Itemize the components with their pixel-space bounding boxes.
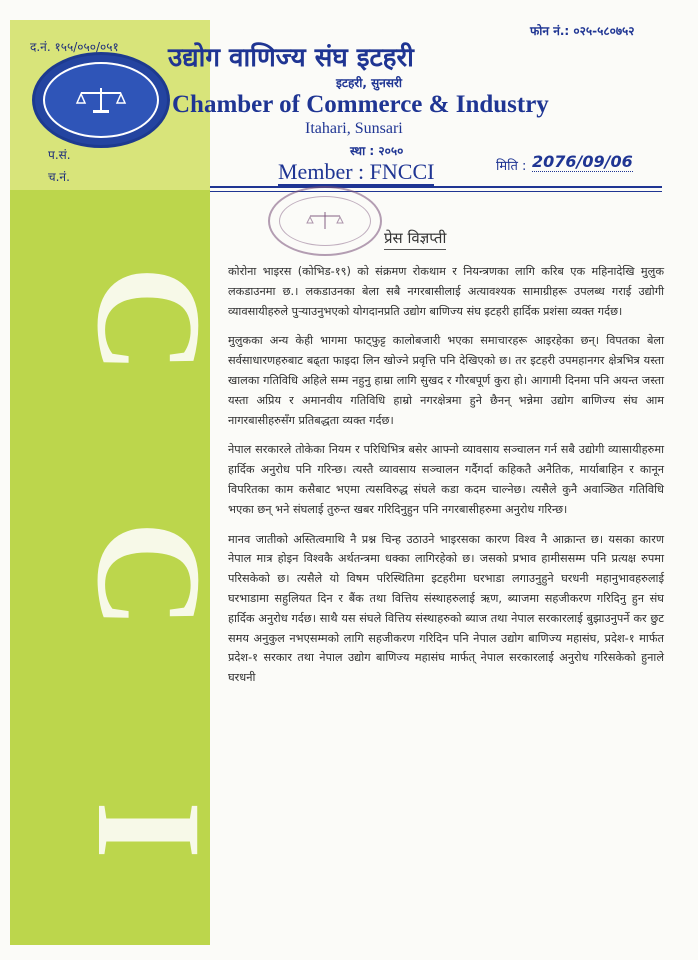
balance-scale-icon <box>75 85 127 115</box>
date-value: 2076/09/06 <box>532 152 633 171</box>
ps-label: प.सं. <box>48 148 71 162</box>
scale-emblem-icon <box>43 62 159 138</box>
established-year: स्था : २०५० <box>350 144 404 158</box>
org-title-nepali: उद्योग वाणिज्य संघ इटहरी <box>168 43 414 73</box>
header-rule-thick <box>210 186 662 188</box>
paragraph-4: मानव जातीको अस्तित्वमाथि नै प्रश्न चिन्ह उठाउने भाइरसका कारण विश्व नै आक्रान्त छ। यसका कारण नेपाल मात्र होइन विश्वकै अर्थतन्त्रमा धक्का लागिरहेको छ। जसको प्रभाव हामीससम्म पनि प्रत्यक्ष रुपमा परिसकेको छ। त्यसैले यो विषम परिस्थितिमा इटहरीमा घरभाडा लगाउनुहुने घरधनी महानुभावहरुलाई घरभाडामा सहुलियत दिन र बैंक तथा वित्तिय संस्थाहरुलाई ऋण, ब्याजमा सहजीकरण गरिदिनु हुन संघ हार्दिक अनुरोध गर्दछ। साथै यस संघले वित्तिय संस्थाहरुको ब्याज तथा नेपाल सरकारलाई बुझाउनुपर्ने कर छुट समय अनुकुल नभएसम्मको लागि सहजीकरण गरिदिन पनि नेपाल उद्योग बाणिज्य महासंघ, प्रदेश-१ मार्फत प्रदेश-१ सरकार तथा नेपाल उद्योग बाणिज्य महासंघ मार्फत् नेपाल सरकारलाई अनुरोध गरिसकेको हुनाले घरधनी <box>228 532 664 685</box>
header-rule-thin <box>210 191 662 192</box>
org-title-english: Chamber of Commerce & Industry <box>172 91 549 118</box>
stamp-emblem-icon <box>279 196 371 246</box>
watermark-letter: I <box>66 800 232 860</box>
organization-seal <box>32 52 170 148</box>
member-line: Member : FNCCI <box>278 159 435 184</box>
watermark-letter: C <box>66 265 232 375</box>
paragraph-3: नेपाल सरकारले तोकेका नियम र परिधिभित्र बसेर आफ्नो व्यावसाय सञ्चालन गर्न सबै उद्योगी व्यासायीहरुमा हार्दिक अनुरोध पनि गरिन्छ। त्यस्तै व्यावसाय सञ्चालन गर्दैगर्दा कहिकतै अनैतिक, मार्याबाहिन र कानून विपरितका काम कसैबाट भएमा त्यसविरुद्ध संघले कडा कदम चाल्नेछ। त्यसैले कुनै अवाञ्छित गतिविधि भएका छन् भने संघलाई तुरुन्त खबर गरिदिनुहुन पनि नगरबासीहरुमा अनुरोध गरिन्छ। <box>228 443 664 516</box>
cn-label: च.नं. <box>48 170 70 184</box>
org-place-nepali: इटहरी, सुनसरी <box>336 76 402 90</box>
paragraph-2: मुलुकका अन्य केही भागमा फाट्फुट्ट कालोबजारी भएका समाचारहरू आइरहेका छन्। विपतका बेला सर्वसाधारणहरुबाट बढ्ता फाइदा लिन खोज्ने प्रवृत्ति पनि देखिएको छ। तर इटहरी उपमहानगर क्षेत्रभित्र यस्ता खालका गतिविधि अहिले सम्म नहुनु हाम्रा लागि सुखद र गौरबपूर्ण कुरा हो। आगामी दिनमा पनि अयन्त जस्ता यस्ता अप्रिय र अमानवीय गतिविधि हाम्रो नगरक्षेत्रमा हुने छैनन् भन्नेमा उद्योग बाणिज्य संघ आम नागरबासीहरुसँग प्रतिबद्धता व्यक्त गर्दछ। <box>228 334 664 427</box>
press-release-body <box>228 262 664 698</box>
registration-number: द.नं. १५५/०५०/०५१ <box>30 40 119 54</box>
stamp-scale-icon <box>305 210 345 232</box>
phone-number: फोन नं.: ०२५-५८०७५२ <box>530 24 635 38</box>
watermark-letter: C <box>66 520 232 630</box>
org-place-english: Itahari, Sunsari <box>305 120 403 137</box>
official-stamp <box>268 186 382 256</box>
paragraph-1: कोरोना भाइरस (कोभिड-१९) को संक्रमण रोकथाम र नियन्त्रणका लागि करिब एक महिनादेखि मुलुक लकडाउनमा छ.। लकडाउनका बेला सबै नगरबासीलाई अत्यावश्यक सामाग्रीहरू उपलब्ध गराई उद्योगी व्यावसायीहरुले पुर्‍याउनुभएको योगदानप्रति उद्योग बाणिज्य संघ इटहरी हार्दिक प्रशंसा व्यक्त गर्दछ। <box>228 265 664 318</box>
press-release-heading: प्रेस विज्ञप्ती <box>384 228 446 250</box>
cci-watermark <box>66 240 232 910</box>
date-label: मिति : <box>496 159 527 174</box>
